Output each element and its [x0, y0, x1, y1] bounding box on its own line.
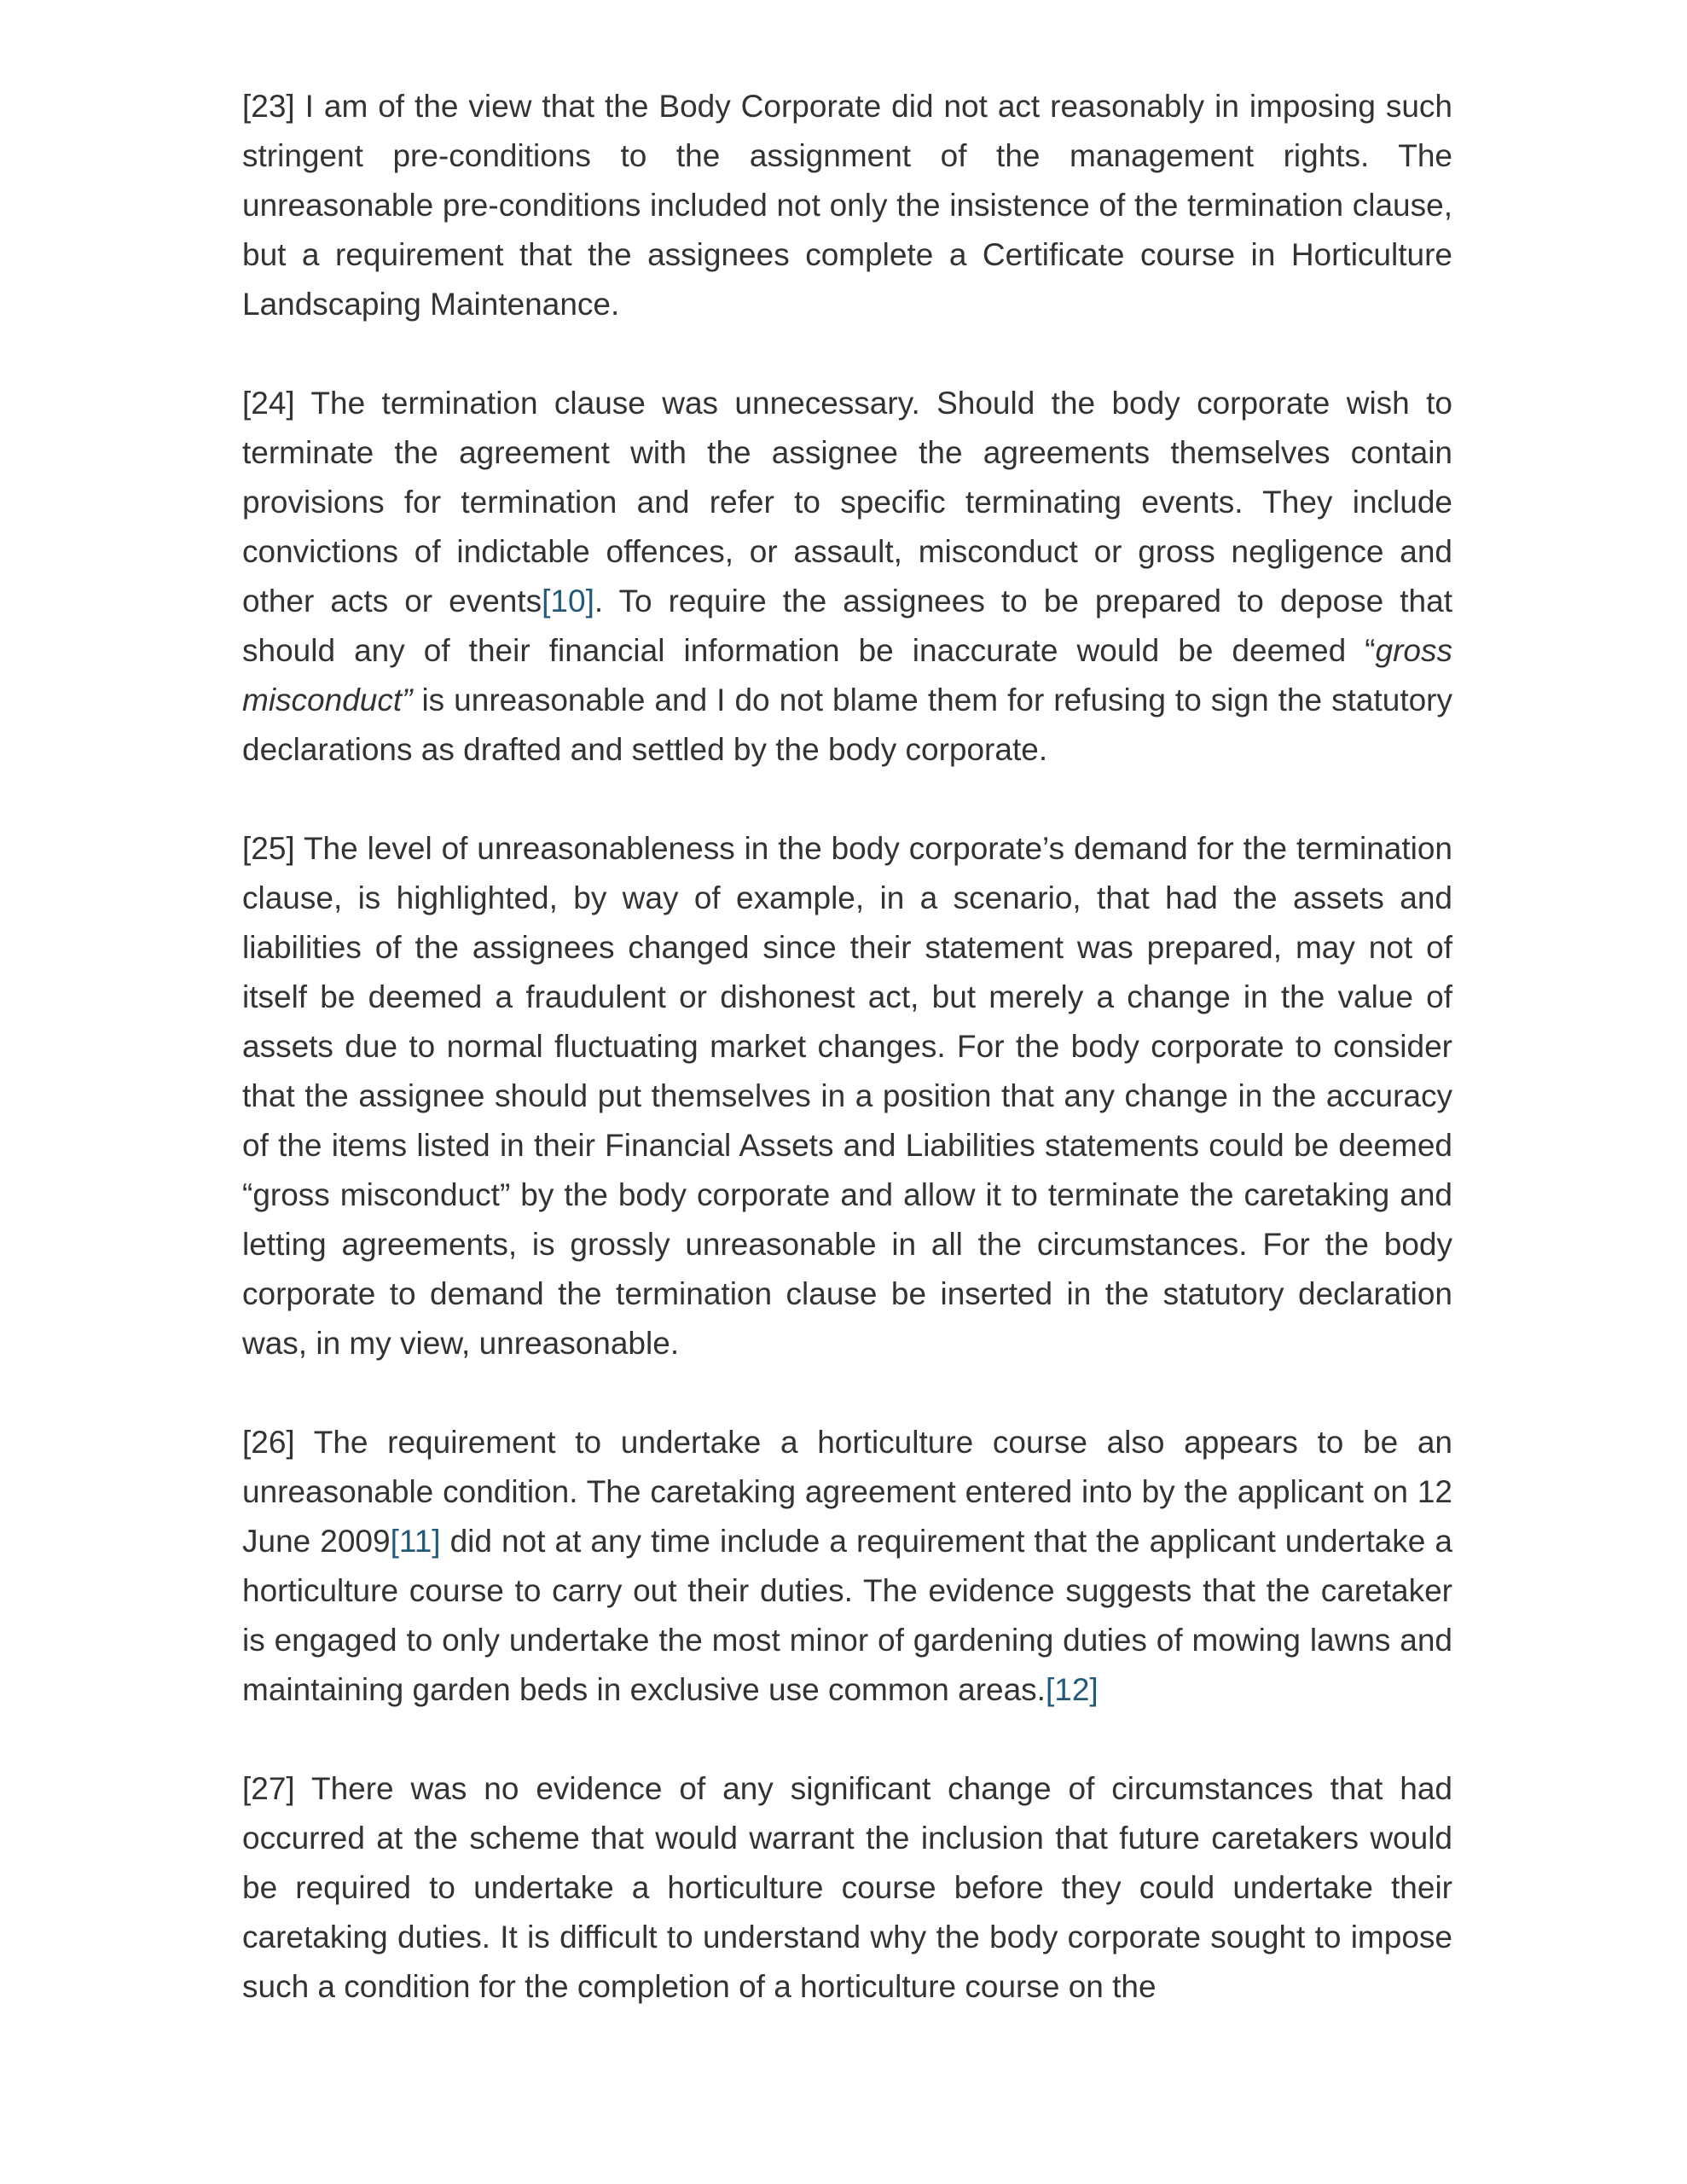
paragraph-text: did not at any time include a requirement that the applicant undertake a horticulture course to carry out their duties. The evidence suggests that the caretaker is engaged to only undertake the most minor of gardening duties of mowing lawns and maintaining garden beds in exclusive use common areas. [242, 1524, 1452, 1707]
paragraph-25 [242, 824, 1452, 1368]
paragraph-number: [23] [242, 89, 295, 124]
paragraph-23 [242, 82, 1452, 329]
paragraph-number: [25] [242, 831, 295, 866]
paragraph-text: There was no evidence of any significant change of circumstances that had occurred at the scheme that would warrant the inclusion that future caretakers would be required to undertake a horticulture course before they could undertake their caretaking duties. It is difficult to understand why the body corporate sought to impose such a condition for the completion of a horticulture course on the [242, 1771, 1453, 2004]
paragraph-text: . To require the assignees to be prepared to depose that should any of their financial information be inaccurate would be deemed “ [242, 584, 1452, 668]
paragraph-number: [27] [242, 1771, 295, 1806]
paragraph-text: The termination clause was unnecessary. Should the body corporate wish to terminate the agreement with the assignee the agreements themselves contain provisions for termination and refer to specific terminating events. They include convictions of indictable offences, or assault, misconduct or gross negligence and other acts or events [242, 386, 1452, 619]
footnote-link-12[interactable]: [12] [1045, 1672, 1099, 1707]
footnote-link-11[interactable]: [11] [390, 1524, 441, 1559]
paragraph-text: is unreasonable and I do not blame them for refusing to sign the statutory declarations as drafted and settled by the body corporate. [242, 682, 1452, 767]
paragraph-number: [26] [242, 1425, 295, 1460]
paragraph-27 [242, 1764, 1452, 2012]
footnote-link-10[interactable]: [10] [542, 584, 594, 619]
paragraph-24 [242, 379, 1452, 775]
paragraph-26 [242, 1418, 1452, 1715]
italic-phrase: gross misconduct” [242, 633, 1452, 717]
paragraph-text: The level of unreasonableness in the body corporate’s demand for the termination clause, is highlighted, by way of example, in a scenario, that had the assets and liabilities of the assignees changed since their statement was prepared, may not of itself be deemed a fraudulent or dishonest act, but merely a change in the value of assets due to normal fluctuating market changes. For the body corporate to consider that the assignee should put themselves in a position that any change in the accuracy of the items listed in their Financial Assets and Liabilities statements could be deemed “gross misconduct” by the body corporate and allow it to terminate the caretaking and letting agreements, is grossly unreasonable in all the circumstances. For the body corporate to demand the termination clause be inserted in the statutory declaration was, in my view, unreasonable. [242, 831, 1452, 1361]
paragraph-number: [24] [242, 386, 295, 421]
paragraph-text: The requirement to undertake a horticulture course also appears to be an unreasonable condition. The caretaking agreement entered into by the applicant on 12 June 2009 [242, 1425, 1452, 1559]
paragraph-text: I am of the view that the Body Corporate did not act reasonably in imposing such stringent pre-conditions to the assignment of the management rights. The unreasonable pre-conditions included not only the insistence of the termination clause, but a requirement that the assignees complete a Certificate course in Horticulture Landscaping Maintenance. [242, 89, 1453, 322]
